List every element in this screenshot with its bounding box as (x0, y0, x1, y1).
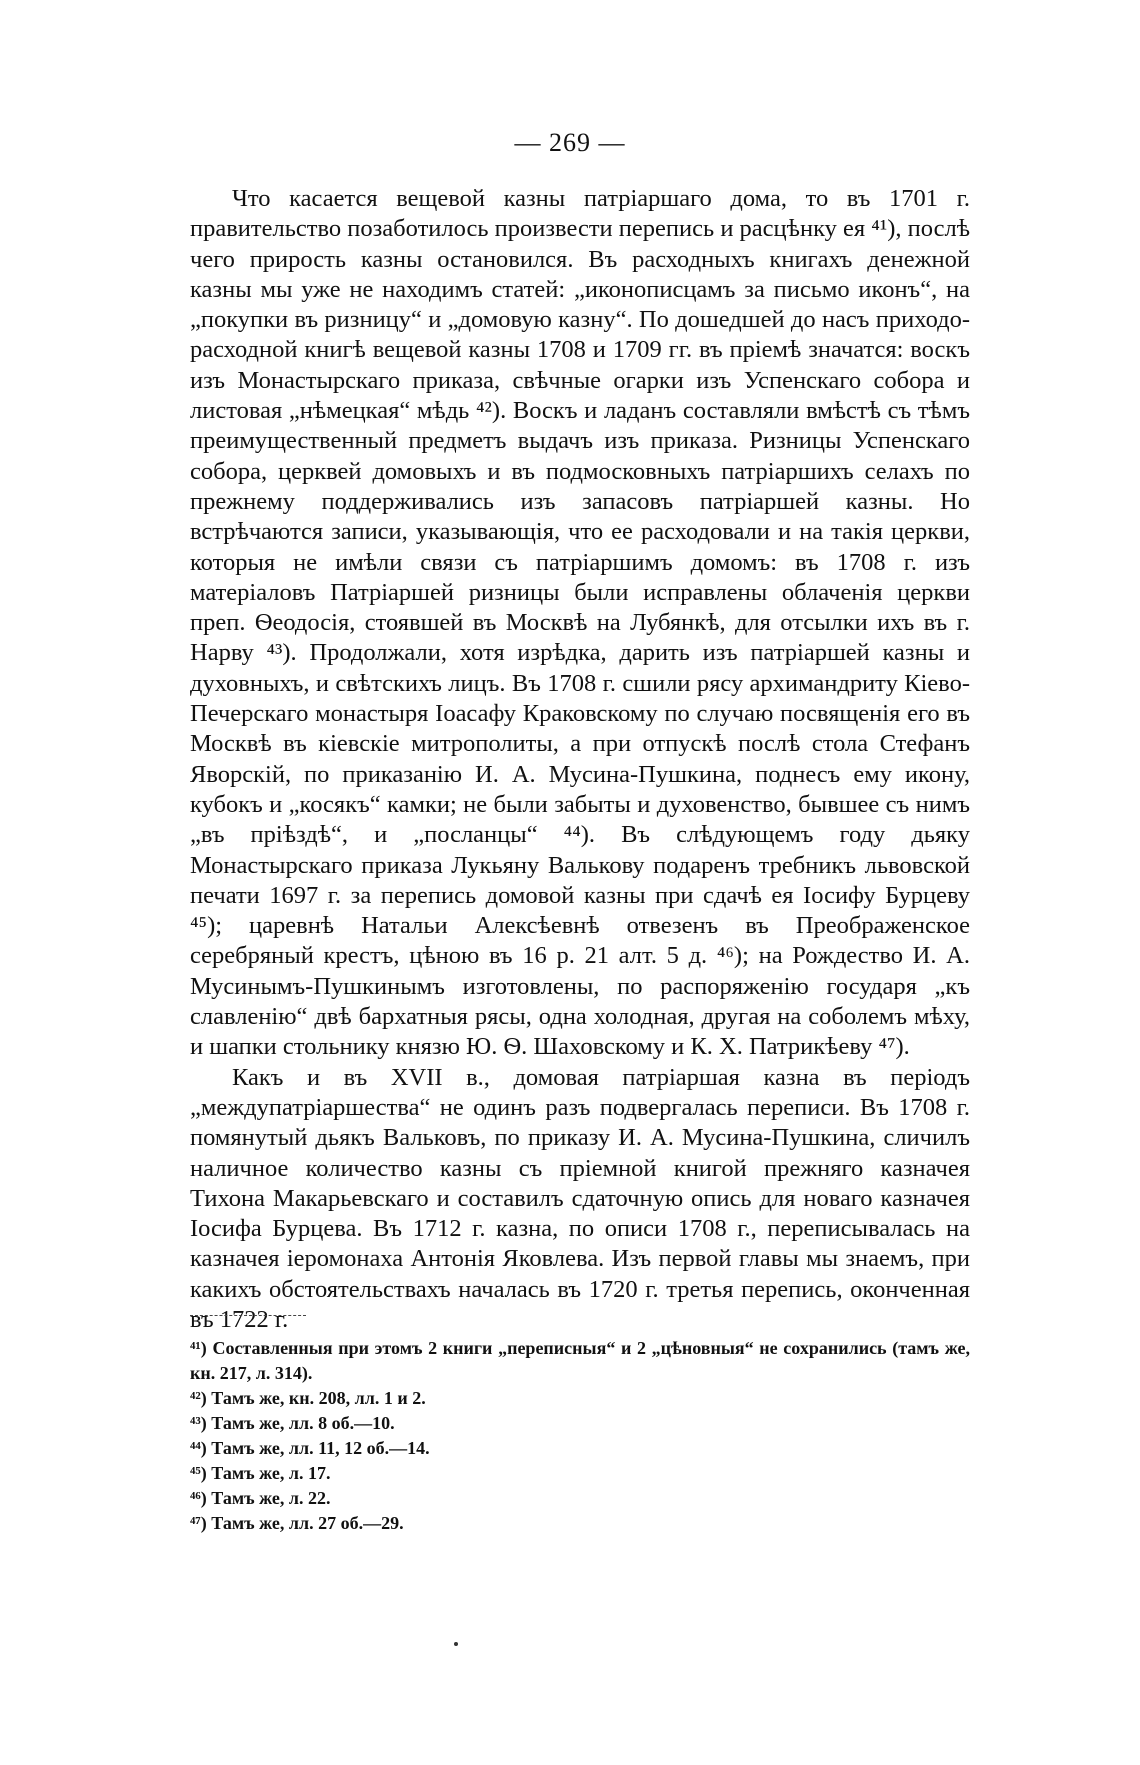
footnote-47: ⁴⁷) Тамъ же, лл. 27 об.—29. (190, 1513, 404, 1533)
main-text (190, 184, 970, 1335)
footnote-44: ⁴⁴) Тамъ же, лл. 11, 12 об.—14. (190, 1438, 430, 1458)
paragraph-1: Что касается вещевой казны патріаршаго дома, то въ 1701 г. правительство позаботилось произвести перепись и расцѣнку ея ⁴¹), послѣ чего прирость казны остановился. Въ расходныхъ книгахъ денежной казны мы уже не находимъ статей: „иконописцамъ за письмо иконъ“, на „покупки въ ризницу“ и „домовую казну“. По дошедшей до насъ приходо-расходной книгѣ вещевой казны 1708 и 1709 гг. въ пріемѣ значатся: воскъ изъ Монастырскаго приказа, свѣчные огарки изъ Успенскаго собора и листовая „нѣмецкая“ мѣдь ⁴²). Воскъ и ладанъ составляли вмѣстѣ съ тѣмъ преимущественный предметъ выдачъ изъ приказа. Ризницы Успенскаго собора, церквей домовыхъ и въ подмосковныхъ патріаршихъ селахъ по прежнему поддерживались изъ запасовъ патріаршей казны. Но встрѣчаются записи, указывающія, что ее расходовали и на такія церкви, которыя не имѣли связи съ патріаршимъ домомъ: въ 1708 г. изъ матеріаловъ Патріаршей ризницы были исправлены облаченія церкви преп. Ѳеодосія, стоявшей въ Москвѣ на Лубянкѣ, для отсылки ихъ въ г. Нарву ⁴³). Продолжали, хотя изрѣдка, дарить изъ патріаршей казны и духовныхъ, и свѣтскихъ лицъ. Въ 1708 г. сшили рясу архимандриту Кіево-Печерскаго монастыря Іоасафу Краковскому по случаю посвященія его въ Москвѣ въ кіевскіе митрополиты, а при отпускѣ послѣ стола Стефанъ Яворскій, по приказанію И. А. Мусина-Пушкина, поднесъ ему икону, кубокъ и „косякъ“ камки; не были забыты и духовенство, бывшее съ нимъ „въ пріѣздѣ“, и „посланцы“ ⁴⁴). Въ слѣдующемъ году дьяку Монастырскаго приказа Лукьяну Валькову подаренъ требникъ львовской печати 1697 г. за перепись домовой казны при сдачѣ ея Іосифу Бурцеву ⁴⁵); царевнѣ Натальи Алексѣевнѣ отвезенъ въ Преображенское серебряный крестъ, цѣною въ 16 р. 21 алт. 5 д. ⁴⁶); на Рождество И. А. Мусинымъ-Пушкинымъ изготовлены, по распоряженію государя „къ славленію“ двѣ бархатныя рясы, одна холодная, другая на соболемъ мѣху, и шапки стольнику князю Ю. Ѳ. Шаховскому и К. Х. Патрикѣеву ⁴⁷). (190, 185, 970, 1061)
footnotes (190, 1336, 970, 1536)
page-number: — 269 — (514, 128, 626, 157)
paragraph-2: Какъ и въ XVII в., домовая патріаршая казна въ періодъ „междупатріаршества“ не одинъ разъ подвергалась переписи. Въ 1708 г. помянутый дьякъ Вальковъ, по приказу И. А. Мусина-Пушкина, сличилъ наличное количество казны съ пріемной книгой прежняго казначея Тихона Макарьевскаго и составилъ сдаточную опись для новаго казначея Іосифа Бурцева. Въ 1712 г. казна, по описи 1708 г., переписывалась на казначея іеромонаха Антонія Яковлева. Изъ первой главы мы знаемъ, при какихъ обстоятельствахъ началась въ 1720 г. третья перепись, оконченная въ 1722 г. (190, 1063, 970, 1333)
footnote-45: ⁴⁵) Тамъ же, л. 17. (190, 1463, 331, 1483)
footnote-separator (190, 1315, 306, 1316)
footnote-46: ⁴⁶) Тамъ же, л. 22. (190, 1488, 331, 1508)
footnote-43: ⁴³) Тамъ же, лл. 8 об.—10. (190, 1413, 395, 1433)
footnote-41: ⁴¹) Составленныя при этомъ 2 книги „переписныя“ и 2 „цѣновныя“ не сохранились (тамъ же, кн. 217, л. 314). (190, 1338, 970, 1383)
footnote-42: ⁴²) Тамъ же, кн. 208, лл. 1 и 2. (190, 1388, 426, 1408)
print-speck (454, 1642, 458, 1646)
